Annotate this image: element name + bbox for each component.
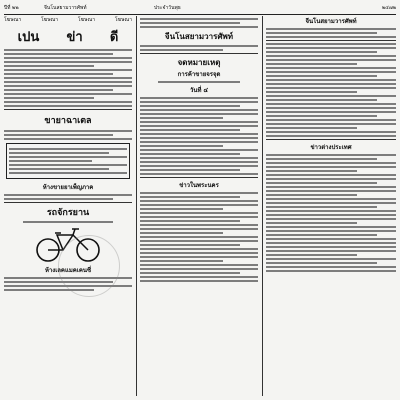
advertisement-column [4,16,132,396]
page-header [4,2,396,15]
headline-word: ดี [109,30,119,45]
ad-headline [4,26,132,47]
column-heading: จีนโนสยามวารศัพท์ [305,18,357,25]
section-heading: ขายาฉาเตล [44,116,92,126]
masthead: จีนโนสยามวารศัพท์ [164,31,234,41]
section-heading: ข่าวต่างประเทศ [310,144,352,151]
header-year: ๒๔๗๒ [381,5,396,11]
news-column-right [266,16,396,396]
section-heading: ข่าวในพระนคร [179,182,219,189]
section-subheading: การค้าขายจรจุด [177,71,221,78]
ad-label: โฆษณา [77,17,96,23]
ad-label: โฆษณา [4,17,22,23]
header-paper-name: จีนโนสยามวารศัพท์ [44,5,87,11]
bicycle-shop-name: ห้างเลคแมคเคนซี่ [44,267,92,274]
ad-label-row [4,16,132,24]
headline-word: เปน [17,30,40,45]
news-column-middle [140,16,258,396]
library-stamp [58,235,120,297]
headline-word: ข่า [66,30,83,45]
ad-label: โฆษณา [40,17,59,23]
section-heading: จดหมายเหตุ [177,57,221,67]
ad-label: โฆษณา [114,17,132,23]
column-divider [136,16,137,396]
bicycle-ad-title: รถจักรยาน [46,208,90,218]
column-divider [262,16,263,396]
header-issue: ปีที่ ๒๒ [4,5,19,11]
date-label: วันที่ ๔ [189,87,209,94]
shop-ad-heading: ห้างขายยาเพ็ญภาค [42,184,94,191]
header-day: ประจำวันพุธ [154,5,181,11]
ad-box [6,143,130,179]
